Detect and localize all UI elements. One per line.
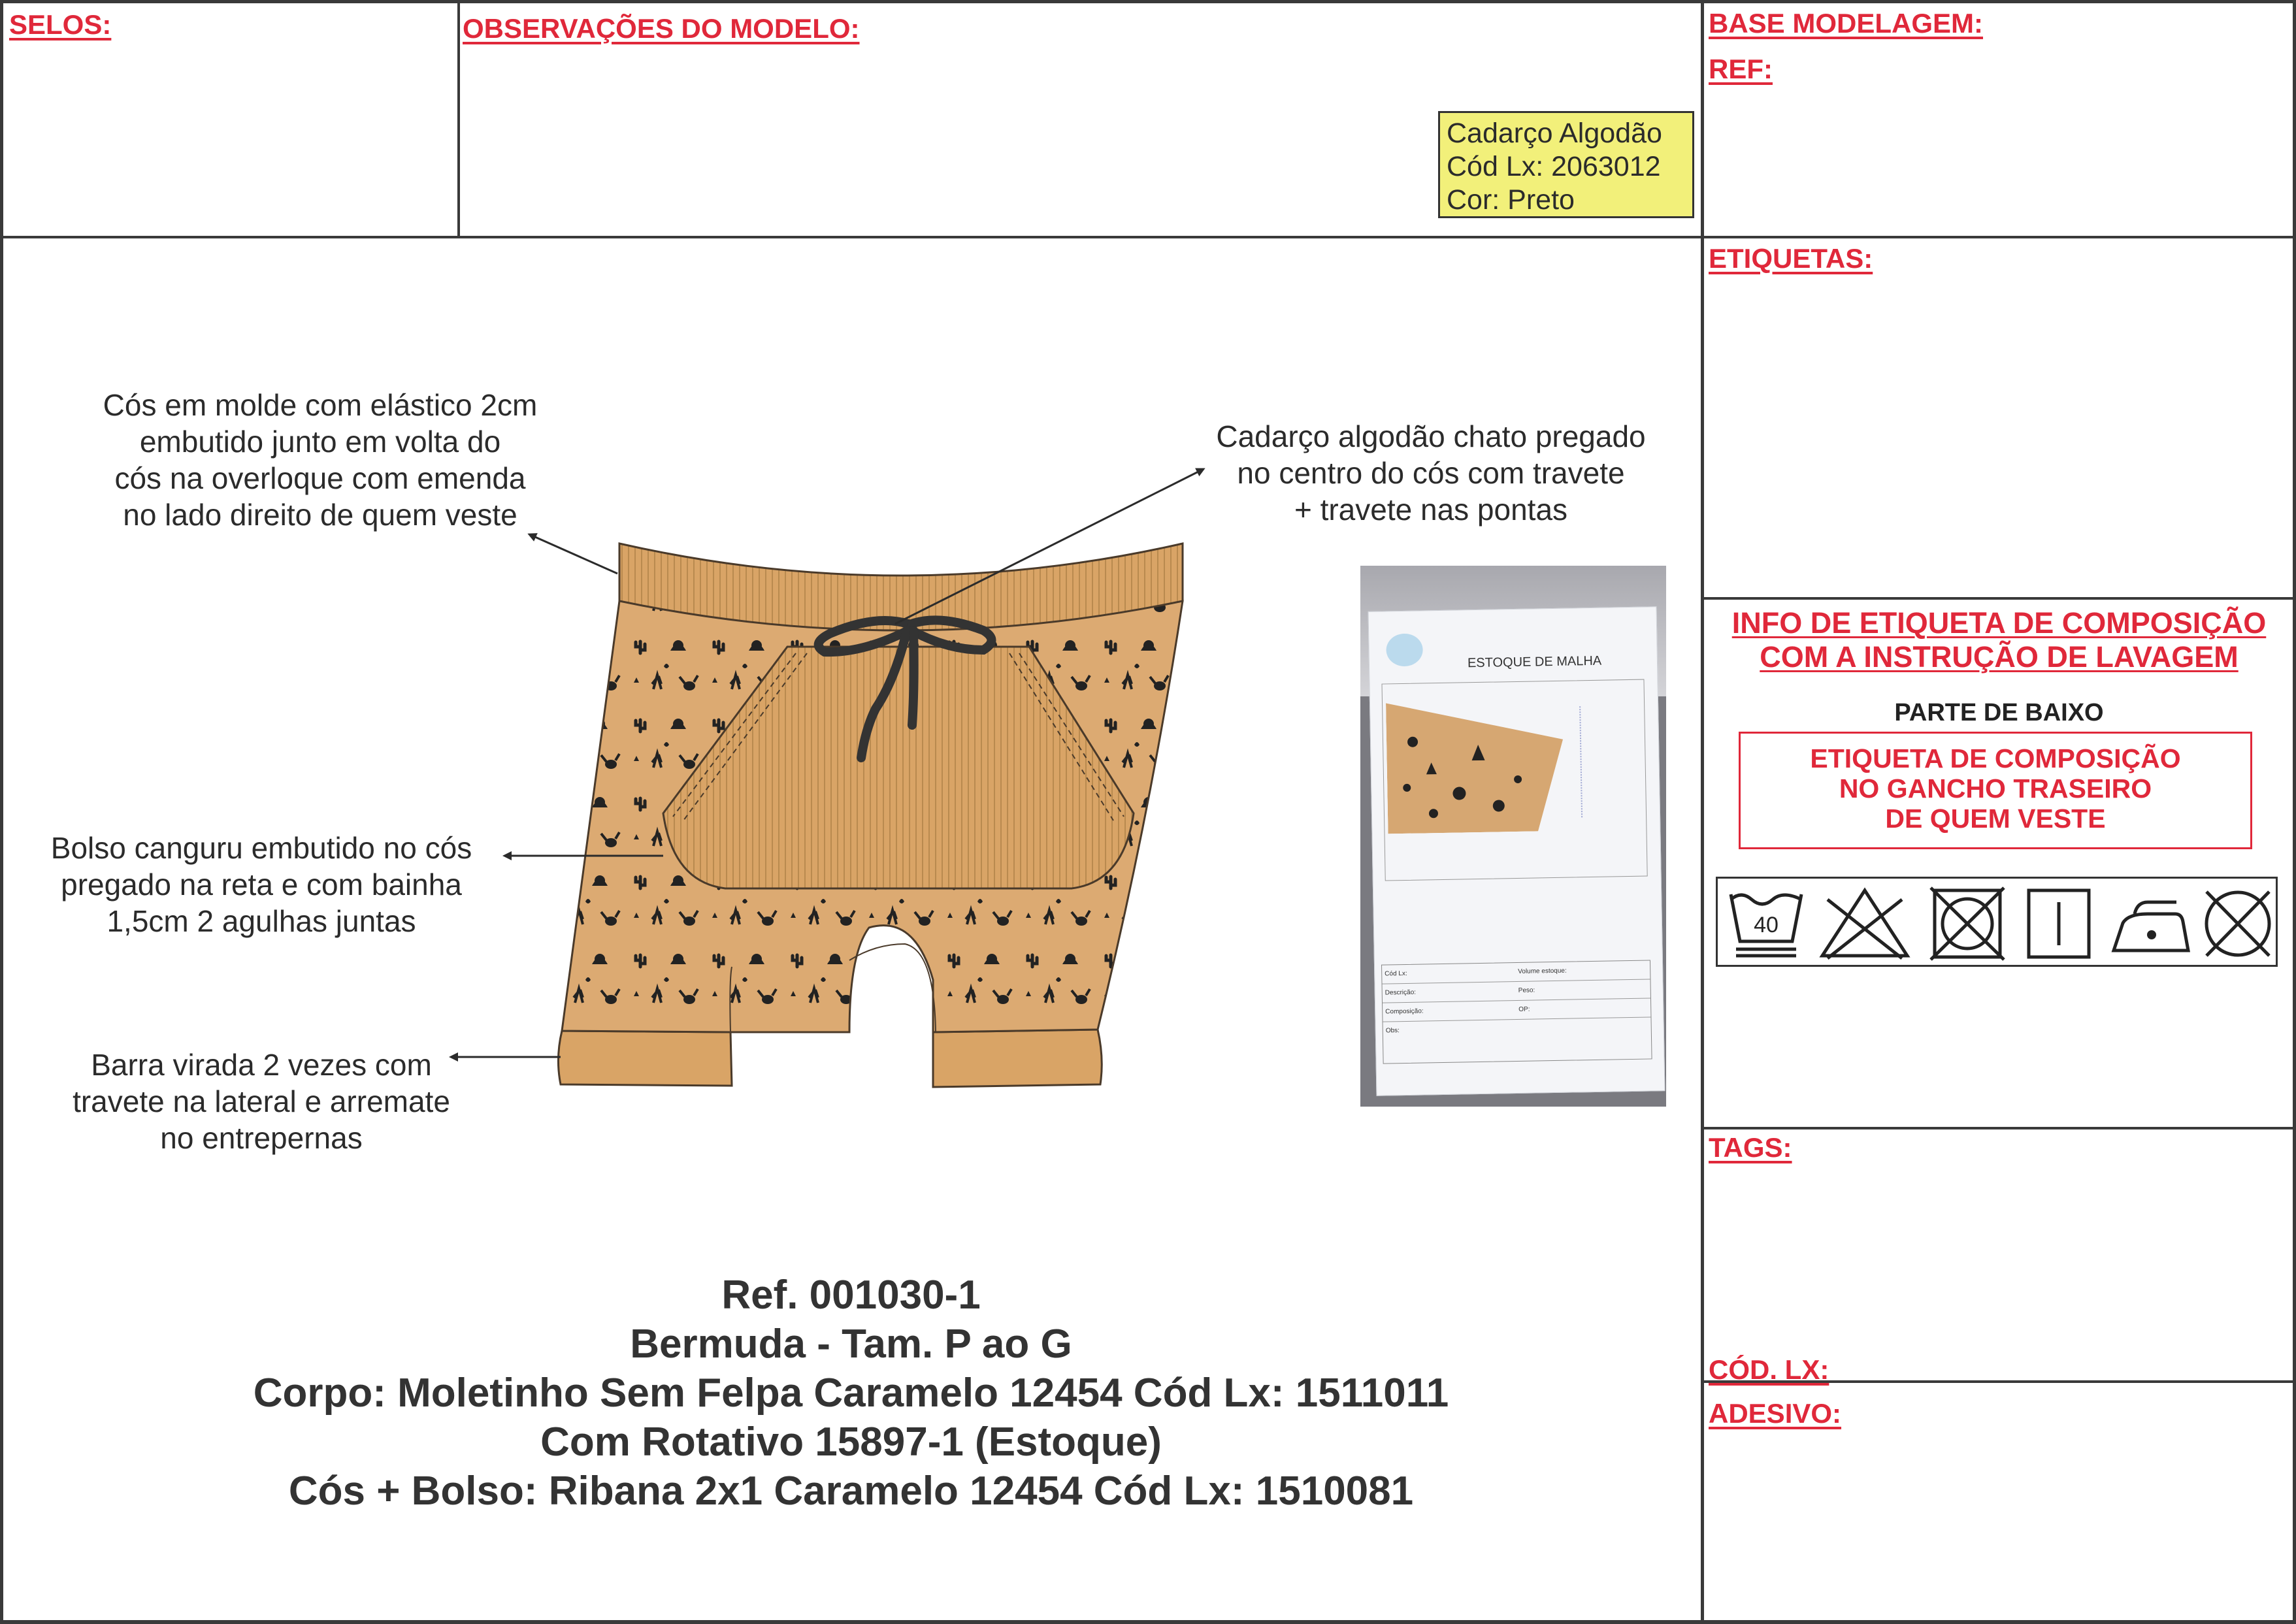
annotation-line: Cós em molde com elástico 2cm: [103, 388, 538, 422]
photo-field: Obs:: [1385, 1027, 1400, 1035]
tags-header: TAGS:: [1709, 1132, 1792, 1163]
photo-sheet: [1368, 606, 1665, 1096]
photo-sheet-title: ESTOQUE DE MALHA: [1467, 653, 1602, 671]
photo-field: Peso:: [1518, 986, 1535, 994]
product-specification: [0, 1271, 1702, 1516]
composition-label-line: NO GANCHO TRASEIRO: [1839, 773, 2152, 804]
care-instructions-box: [1716, 877, 2278, 967]
border-bottom: [0, 1620, 2296, 1624]
composition-title-line: COM A INSTRUÇÃO DE LAVAGEM: [1760, 640, 2239, 674]
divider-right-3: [1702, 1127, 2296, 1129]
photo-logo-icon: [1386, 633, 1423, 666]
divider-right-1: [1702, 236, 2296, 238]
note-line-1: Cadarço Algodão: [1447, 118, 1662, 149]
annotation-line: Barra virada 2 vezes com: [91, 1048, 432, 1082]
etiquetas-header: ETIQUETAS:: [1709, 243, 1873, 274]
annotation-line: travete na lateral e arremate: [73, 1084, 450, 1118]
annotation-line: embutido junto em volta do: [139, 425, 501, 459]
annotation-line: pregado na reta e com bainha: [61, 868, 462, 901]
annotation-line: + travete nas pontas: [1294, 493, 1568, 527]
wash-40-icon: [1727, 885, 1805, 962]
divider-right-2: [1702, 597, 2296, 600]
product-ref: Ref. 001030-1: [721, 1273, 981, 1318]
note-line-2: Cód Lx: 2063012: [1447, 151, 1661, 182]
photo-field: Descrição:: [1385, 988, 1417, 997]
base-modelagem-header: BASE MODELAGEM:: [1709, 8, 1983, 39]
no-dry-clean-icon: [2199, 885, 2277, 962]
composition-label-box: [1739, 732, 2252, 849]
photo-field: OP:: [1518, 1005, 1530, 1013]
fabric-stock-photo: [1360, 566, 1666, 1107]
annotation-line: no lado direito de quem veste: [123, 498, 517, 532]
photo-form-row: [1383, 1017, 1651, 1040]
iron-low-icon: [2108, 885, 2193, 962]
annotation-line: Cadarço algodão chato pregado: [1216, 419, 1646, 453]
note-line-3: Cor: Preto: [1447, 184, 1575, 216]
composition-title: [1702, 606, 2296, 674]
ref-header: REF:: [1709, 54, 1773, 84]
annotation-line: cós na overloque com emenda: [114, 461, 526, 495]
parte-de-baixo-label: PARTE DE BAIXO: [1894, 699, 2104, 726]
annotation-line: no centro do cós com travete: [1237, 456, 1625, 490]
photo-handwriting: [1579, 706, 1641, 818]
photo-field: Composição:: [1385, 1007, 1424, 1016]
wash-temperature: 40: [1754, 913, 1779, 937]
product-name: Bermuda - Tam. P ao G: [630, 1322, 1072, 1367]
selos-header: SELOS:: [9, 9, 112, 40]
line-dry-icon: [2020, 885, 2098, 962]
composition-title-line: INFO DE ETIQUETA DE COMPOSIÇÃO: [1731, 606, 2267, 640]
annotation-line: no entrepernas: [160, 1121, 363, 1155]
photo-field: Volume estoque:: [1518, 967, 1567, 975]
photo-field: Cód Lx:: [1385, 969, 1407, 978]
adesivo-header: ADESIVO:: [1709, 1398, 1842, 1429]
composition-label-line: ETIQUETA DE COMPOSIÇÃO: [1810, 743, 2181, 773]
product-rotativo: Com Rotativo 15897-1 (Estoque): [540, 1420, 1162, 1465]
cod-lx-header: CÓD. LX:: [1709, 1354, 1829, 1385]
annotation-line: 1,5cm 2 agulhas juntas: [107, 904, 416, 938]
annotation-line: Bolso canguru embutido no cós: [50, 831, 472, 865]
product-corpo: Corpo: Moletinho Sem Felpa Caramelo 12454 Cód Lx: 1511011: [253, 1371, 1449, 1416]
composition-label-line: DE QUEM VESTE: [1885, 804, 2106, 834]
observacoes-header: OBSERVAÇÕES DO MODELO:: [463, 13, 860, 44]
photo-form-table: [1381, 960, 1652, 1064]
no-tumble-dry-icon: [1928, 885, 2007, 962]
product-cos-bolso: Cós + Bolso: Ribana 2x1 Caramelo 12454 Cód Lx: 1510081: [288, 1469, 1414, 1514]
no-bleach-icon: [1816, 885, 1914, 962]
